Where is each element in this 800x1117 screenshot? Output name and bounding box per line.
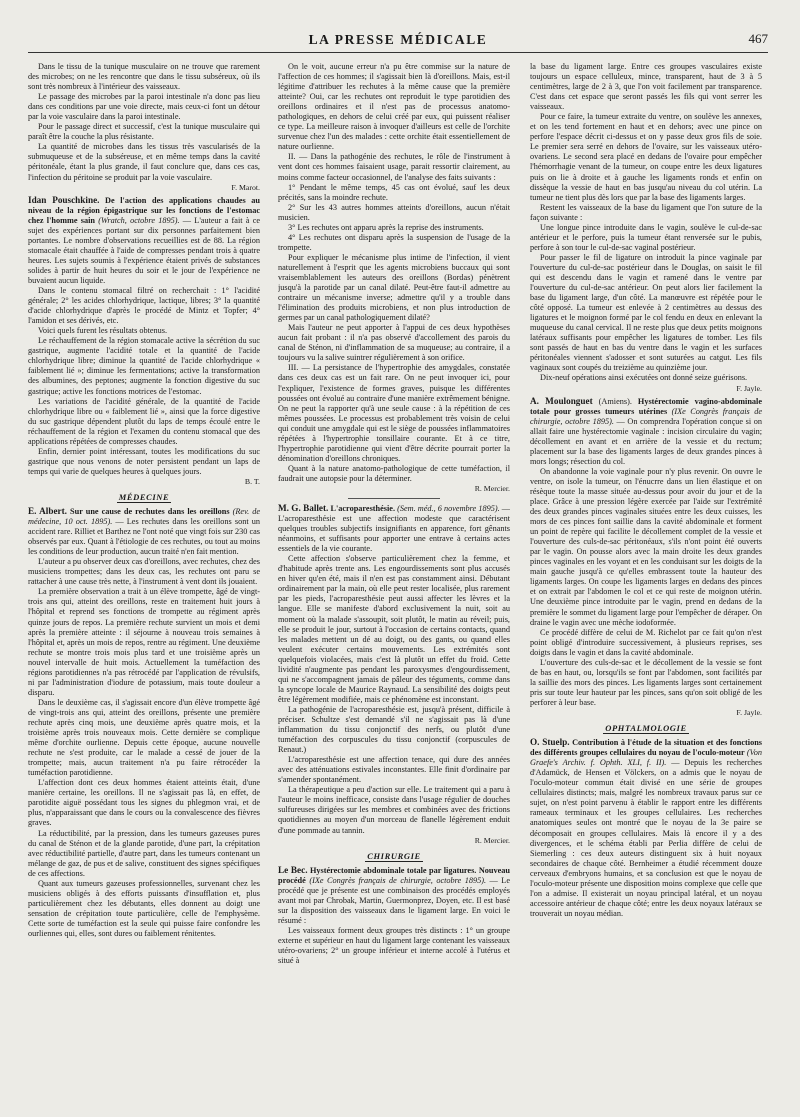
column-right xyxy=(530,62,762,1102)
article-source: (IXe Congrès français de chirurgie, octobre 1895). xyxy=(530,406,762,426)
article-source: (Wratch, octobre 1895). xyxy=(98,215,180,225)
article-title: Contribution à l'étude de la situation et des fonctions des différents groupes cellulaires du noyau de l'oculo-moteur xyxy=(530,738,762,758)
paragraph: 2° Sur les 43 autres hommes atteints d'oreillons, aucun n'était musicien. xyxy=(278,202,510,222)
paragraph: L'affection dont ces deux hommes étaient atteints était, d'une manière certaine, les oreillons. Il ne s'agissait pas là, en effet, de parotidite aiguë possédant tous les signes du phlegmon vrai, et de plus, n'apparaissant que dans le cours ou la convalescence des fièvres graves. xyxy=(28,778,260,828)
paragraph: Dix-neuf opérations ainsi exécutées ont donné seize guérisons. xyxy=(540,373,748,383)
paragraph: Une longue pince introduite dans le vagin, soulève le cul-de-sac antérieur et le perfore, puis la tumeur étant renversée sur le pubis, perfore à son tour le cul-de-sac vaginal postérieur. xyxy=(530,222,762,252)
article-lebec xyxy=(278,865,510,966)
paragraph: Le réchauffement de la région stomacale active la sécrétion du suc gastrique, augmente l'acidité totale et la quantité de l'acide chlorhydrique libre; diminue la quantité de l'acide chlorhydrique « faiblement lié »; diminue les fermentations; active la transformation des albumines, des peptones; augmente la fonction digestive du suc gastrique; active les fonctions motrices de l'estomac. xyxy=(28,336,260,396)
paragraph: Le passage des microbes par la paroi intestinale n'a donc pas lieu dans ces conditions par une voie directe, mais ceux-ci font un détour par la voie vasculaire dans la paroi intestinale. xyxy=(28,92,260,122)
paragraph: III. — La persistance de l'hypertrophie des amygdales, constatée dans ces deux cas est un fait rare. On ne peut invoquer ici, pour l'expliquer, l'existence de formes graves, puisque les différentes poussées ont évolué au contraire d'une manière extrêmement bénigne. On ne peut la rapporter qu'à une seule cause : à la répétition de ces mêmes poussées. Le processus est probablement très voisin de celui qui conduit une amygdale qui est le siège de poussées inflammatoires répétées à l'hypertrophie tonsillaire courante. Et à ce titre, l'hypertrophie parotidienne qui vient d'être décrite pourrait porter la dénomination d'oreillons chroniques. xyxy=(278,363,510,463)
article-title: Hystérectomie vagino-abdominale totale pour grosses tumeurs utérines xyxy=(530,396,762,416)
article-author: O. Stuelp. xyxy=(530,737,570,748)
paragraph: Enfin, dernier point intéressant, toutes les modifications du suc gastrique que nous venons de noter persistent pendant un laps de temps qui varie de quelques heures à quelques jours. xyxy=(28,446,260,476)
article-author: M. G. Ballet. xyxy=(278,503,329,514)
article-heading xyxy=(278,503,510,554)
article-title: Sur une cause de rechutes dans les oreillons xyxy=(70,507,230,517)
article-heading xyxy=(28,195,260,286)
section-heading-chirurgie: CHIRURGIE xyxy=(367,850,421,861)
signature: B. T. xyxy=(244,476,260,486)
paragraph: La première observation a trait à un élève trompette, âgé de vingt-trois ans qui, atteint des oreillons, reste en traitement huit jours à l'hôpital et reprend ses fonctions de trompette au régiment après quinze jours de repos. La première rechute survient un mois et demi après la première atteinte : il séjourne à nouveau trois semaines à l'hôpital et, après un mois de repos, rentre au régiment. Une deuxième rechute se montre trois mois plus tard et une troisième après un nouvel intervalle de huit mois. Actuellement la tuméfaction des régions parotidiennes n'a pas rétrocédé par l'application de révulsifs, ni par l'administration d'iodure de potassium, mais toute douleur a disparu. xyxy=(28,587,260,697)
article-text: — Les rechutes dans les oreillons sont un accident rare. Rilliet et Barthez ne l'ont noté que vingt fois sur 230 cas observés par eux. Quant à l'étiologie de ces rechutes, ou tout au moins les conditions de leur production, aucun traité n'en fait mention. xyxy=(28,517,260,557)
article-text: — Le procédé que je présente est une combinaison des procédés employés avant moi par Chrobak, Martin, Guermonprez, Doyen, etc. Il est basé sur la disposition des vaisseaux dans le ligament large. En voici le résumé : xyxy=(278,875,510,925)
paragraph: Dans le tissu de la tunique musculaire on ne trouve que rarement des microbes; on ne les rencontre que dans le tissu subséreux, où ils sont très nombreux à l'intérieur des vaisseaux. xyxy=(28,62,260,92)
paragraph: La quantité de microbes dans les tissus très vascularisés de la submuqueuse et de la subséreuse, et en même temps dans la cavité péritonéale, étant la plus grande, il faut conclure que, dans ces cas, l'infection du péritoine se produit par la voie vasculaire. xyxy=(28,142,260,182)
paragraph: 4° Les rechutes ont disparu après la suspension de l'usage de la trompette. xyxy=(278,232,510,252)
paragraph: 1° Pendant le même temps, 45 cas ont évolué, sauf les deux précités, sans la moindre rechute. xyxy=(278,182,510,202)
article-title: L'acroparesthésie. xyxy=(330,504,396,514)
paragraph: Pour le passage direct et successif, c'est la tunique musculaire qui paraît être la couche la plus résistante. xyxy=(28,122,260,142)
article-text: — L'acroparesthésie est une affection modeste que caractérisent quelques troubles subjectifs insignifiants en apparence, fort gênants néanmoins, et suffisants pour apporter une entrave à certains actes essentiels de la vie courante. xyxy=(278,504,510,554)
paragraph: la base du ligament large. Entre ces groupes vasculaires existe toujours un espace celluleux, mince, transparent, haut de 3 à 5 centimètres, large de 2 à 3, que l'on voit facilement par transparence. C'est dans cet espace que seront passés les fils qui vont serrer les vaisseaux. xyxy=(530,62,762,112)
article-source: (Von Graefe's Archiv. f. Ophth. XLI, f. II). xyxy=(530,748,762,768)
paragraph: Dans le deuxième cas, il s'agissait encore d'un élève trompette âgé de vingt-trois ans qui, atteint des oreillons, présente une première rechute après cinq mois, une deuxième après quatre mois, et la troisième après trois nouveaux mois. Cette dernière se complique même d'orchite ourlienne. Depuis cette époque, aucune nouvelle rechute ne s'est produite, car le malade a cessé de jouer de la trompette; mais, aucun traitement n'a pu faire rétrocéder la tuméfaction parotidienne. xyxy=(28,697,260,778)
article-source: (Rev. de médecine, 10 oct. 1895). xyxy=(28,507,260,527)
paragraph: Cette affection s'observe particulièrement chez la femme, et d'habitude après trente ans. Les engourdissements sont plus accusés en hiver qu'en été, mais il n'en est pas constamment ainsi. Débutant ordinairement par la main, où elle peut rester localisée, plus rarement par les pieds, l'acroparesthésie peut aussi affecter les lèvres et la langue. Elle se manifeste d'abord exclusivement la nuit, soit au moment où la malade s'assoupit, soit plutôt, le matin au réveil; puis, elle se produit le jour, surtout à l'occasion de certains contacts, quand les malades mettent un dé au doigt, ou des gants, ou quand elles veulent exécuter certains mouvements. Les extrémités sont quelquefois violacées, mais c'est là plutôt un effet du froid. Cette lividité n'augmente pas pendant les paroxysmes d'engourdissement, qui ne s'accompagnent jamais de pâleur des téguments, comme dans la syncope locale de Maurice Raynaud. La sensibilité des doigts peut être légèrement modifiée, mais ce phénomène est inconstant. xyxy=(278,554,510,704)
article-source: (IXe Congrès français de chirurgie, octobre 1895). xyxy=(309,875,487,885)
paragraph: Restent les vaisseaux de la base du ligament que l'on suture de la façon suivante : xyxy=(530,202,762,222)
article-moulonguet xyxy=(530,396,762,719)
article-stuelp xyxy=(530,737,762,919)
article-place: (Amiens). xyxy=(598,396,632,406)
page-number: 467 xyxy=(748,31,768,46)
signature: R. Mercier. xyxy=(474,483,510,493)
paragraph: Les vaisseaux forment deux groupes très distincts : 1° un groupe externe et supérieur en haut du ligament large contenant les vaisseaux utéro-ovariens; 2° un groupe inférieur et interne accolé à l'utérus et situé à xyxy=(278,925,510,966)
article-author: E. Albert. xyxy=(28,506,67,517)
article-heading xyxy=(278,865,510,926)
paragraph: Quant à la nature anatomo-pathologique de cette tuméfaction, il faudrait une autopsie pour la déterminer. xyxy=(278,463,510,483)
paragraph: L'ouverture des culs-de-sac et le décollement de la vessie se font de bas en haut, ou, lorsqu'ils se font par l'abdomen, sont facilités par la saillie des mors des pinces. Les ligaments larges sont certainement pris sur toute leur hauteur par les pinces, sans qu'on soit obligé de les perforer à leur base. xyxy=(530,657,762,707)
signature: R. Mercier. xyxy=(474,835,510,845)
article-heading xyxy=(530,396,762,467)
paragraph: La pathogénie de l'acroparesthésie est, jusqu'à présent, difficile à préciser. Schultze s'est demandé s'il ne s'agissait pas là d'une inflammation du tissu conjonctif des nerfs, ou plutôt d'une tuméfaction des corpuscules du tissu conjonctif (corpuscules de Renaut.) xyxy=(278,704,510,755)
paragraph: Mais l'auteur ne peut apporter à l'appui de ces deux hypothèses aucun fait probant : il n'a pas observé d'accollement des parois du canal de Sténon, ni d'inflammation de sa muqueuse; au contraire, il a toujours vu la salive suintrer régulièrement à son orifice. xyxy=(278,323,510,363)
section-heading-ophtalmologie: OPHTALMOLOGIE xyxy=(605,723,687,734)
paragraph: L'auteur a pu observer deux cas d'oreillons, avec rechutes, chez des musiciens trompettes; dans les deux cas, les rechutes ont paru se rattacher à une cause très nette, à l'instrument à vent dont ils jouaient. xyxy=(28,557,260,587)
section-heading-medecine: MÉDECINE xyxy=(118,491,170,502)
article-heading xyxy=(530,737,762,919)
page-header xyxy=(28,30,768,53)
journal-title: LA PRESSE MÉDICALE xyxy=(308,32,488,47)
article-author: Idan Pouschkine. xyxy=(28,194,100,205)
signature: F. Jayle. xyxy=(736,708,762,717)
signature: F. Jayle. xyxy=(736,383,762,393)
paragraph: Dans le contenu stomacal filtré on recherchait : 1° l'acidité générale; 2° les acides chlorhydrique, lactique, libres; 3° la quantité d'acide chlorhydrique d'après le procédé de Mintz et Topfer; 4° l'amidon et ses dérivés, etc. xyxy=(28,286,260,326)
column-left xyxy=(28,62,260,1102)
paragraph: Quant aux tumeurs gazeuses professionnelles, survenant chez les musiciens obligés à des efforts puissants d'insufflation et, plus particulièrement chez les débutants, elles donnent au doigt une sensation de crépitation toute particulière, celle de l'emphysème. Cette sorte de tuméfaction est la seule qui puisse faire confondre les ourliennes qui, elles, sont dures ou faiblement rénitentes. xyxy=(28,878,260,938)
article-albert xyxy=(28,506,260,939)
paragraph: On le voit, aucune erreur n'a pu être commise sur la nature de l'affection de ces hommes; il s'agissait bien là d'oreillons. Mais, est-il légitime d'attribuer les rechutes à la même cause que la première atteinte? Oui, car les rechutes ont reproduit le type parotidien des oreillons ordinaires et il n'est pas de processus anatomo-pathologiques, en dehors de celui créé par eux, qui puissent réaliser ce type. La meilleure raison à invoquer d'ailleurs est celle de l'orchite survenue chez l'un des malades : cette orchite était essentiellement de nature ourlienne. xyxy=(278,62,510,152)
article-pouschkine xyxy=(28,195,260,487)
paragraph: Pour ce faire, la tumeur extraite du ventre, on soulève les annexes, et on les tend fortement en haut et en dehors; avec une pince on perfore l'espace décrit ci-dessus et on y passe deux gros fils de soie. Le premier sera serré en dehors de l'ovaire, sur les vaisseaux utéro-ovariens. Le second sera placé en dedans de l'ovaire pour empêcher l'hémorrhagie venant de la tumeur, on coupe entre les deux ligatures puis on lie à droite et à gauche les ligaments ronds et enfin on dissèque la vessie de haut en bas jusqu'au niveau du col utérin. La tumeur ne tient plus dès lors que par la base des ligaments larges. xyxy=(530,112,762,202)
paragraph: Voici quels furent les résultats obtenus. xyxy=(38,326,168,336)
paragraph: La thérapeutique a peu d'action sur elle. Le traitement qui a paru à l'auteur le moins inefficace, consiste dans l'usage régulier de douches sulfureuses dirigées sur les membres et combinées avec des frictions quotidiennes au moyen d'un morceau de flanelle légèrement enduit d'une pommade au tannin. xyxy=(278,785,510,835)
article-text: — Depuis les recherches d'Adamück, de Hensen et Völckers, on a admis que le noyau de l'oculo-moteur commun était divisé en une série de groupes cellulaires distincts; mais, malgré les nombreux travaux parus sur ce sujet, on n'est point parvenu à établir le rapport entre les différents rameaux terminaux et les groupes cellulaires. Les recherches anatomiques seules ont montré que le noyau de la 3e paire se décomposait en groupes cellulaires. Mais là encore il y a des divergences, et le schéma établi par Perlia diffère de celui de Siemerling : ces deux auteurs distinguent six à huit noyaux secondaires de chaque côté. Bernheimer a étudié récemment douze cerveaux d'embryons humains, et sa conclusion est que le noyau de l'oculo-moteur présente une disposition moins complexe que celle que l'on a admise. Il existerait un noyau principal latéral, et un noyau accessoire antérieur de chaque côté; entre les deux noyaux latéraux se trouverait un noyau médian. xyxy=(530,758,762,918)
article-title: De l'action des applications chaudes au niveau de la région épigastrique sur les fonctions de l'estomac chez l'homme sain xyxy=(28,195,260,225)
article-source: (Sem. méd., 6 novembre 1895). xyxy=(397,504,500,514)
paragraph: L'acroparesthésie est une affection tenace, qui dure des années avec des atténuations estivales inconstantes. Elle finit d'ordinaire par s'amender spontanément. xyxy=(278,755,510,785)
paragraph: Ce procédé diffère de celui de M. Richelot par ce fait qu'on n'est point obligé d'introduire successivement, à plusieurs reprises, ses doigts dans le vagin et dans la cavité abdominale. xyxy=(530,627,762,657)
paragraph: On abandonne la voie vaginale pour n'y plus revenir. On ouvre le ventre, on isole la tumeur, on l'énucrre dans un lien élastique et on résèque toute la masse située au-dessus pour avoir du jour et de la place. Grâce à une pression légère exercée par l'aide sur l'extrémité des deux grandes pinces vaginales situées entre les deux cuisses, les mors de ces pinces font saillie dans la cavité abdominale et forment un point de repère qui facilite le décollement complet de la vessie et l'ouverture des culs-de-sac péritonéaux, s'ils n'ont point été ouverts par le vagin. On pousse alors avec la main droite les deux grandes pinces vaginales en les voyant et en les conduisant sur les doigts de la main gauche jusqu'à ce qu'elles embrassent toute la hauteur des ligaments larges. On coupe les ligaments larges en dedans des pinces et on extrait par l'abdomen le col et ce qui reste de moignon utérin. Une deuxième pince introduite par le vagin, prend en dedans de la première le sommet du ligament large pour l'empêcher de déraper. On draine le vagin avec une mèche iodoformée. xyxy=(530,466,762,627)
paragraph: La réductibilité, par la pression, dans les tumeurs gazeuses pures du canal de Sténon et de la glande parotide, d'une part, la crépitation avec réductibilité partielle, d'autre part, dans les tumeurs contenant un mélange de gaz, de pus et de salive, constituent des signes spécifiques de ces affections. xyxy=(28,828,260,878)
paragraph: Les variations de l'acidité générale, de la quantité de l'acide chlorhydrique libre ou « faiblement lié », ainsi que la force digestive du suc gastrique dépendent plutôt du laps de temps écoulé entre le réchauffement de la région et l'examen du contenu stomacal que des applications répétées de compresses chaudes. xyxy=(28,396,260,446)
paragraph: Pour expliquer le mécanisme plus intime de l'infection, il vient naturellement à l'esprit que les agents microbiens buccaux qui sont vraisemblablement les auteurs des oreillons (Bordas) pénètrent jusqu'à la parotide par un canal dilaté. Peut-être faut-il admettre au contraire un mécanisme inverse; admettre qu'il y a trouble dans l'élimination des produits microbiens, et non plus introduction de germes par un canal pathologiquement dilaté? xyxy=(278,252,510,323)
signature: F. Marot. xyxy=(231,182,260,192)
article-author: Le Bec. xyxy=(278,864,308,875)
article-text: — L'auteur a fait à ce sujet des expériences portant sur dix personnes parfaitement bien portantes. Le nombre d'observations recueillies est de 88. La région stomacale était chauffée à l'aide de compresses pendant trois à quatre heures. Les sujets soumis à l'expérience étaient privés de substances solides à partir de huit heures du soir et le jour de l'expérience ne buvaient aucun liquide. xyxy=(28,215,260,285)
column-middle xyxy=(278,62,510,1102)
paragraph: 3° Les rechutes ont apparu après la reprise des instruments. xyxy=(288,222,484,232)
article-ballet xyxy=(278,503,510,846)
paragraph: II. — Dans la pathogénie des rechutes, le rôle de l'instrument à vent dont ces hommes faisaient usage, parait ressortir clairement, au moins comme facteur occasionnel, de l'analyse des faits suivants : xyxy=(278,152,510,182)
article-heading xyxy=(28,506,260,557)
article-title: Hystérectomie abdominale totale par ligatures. Nouveau procédé xyxy=(278,865,510,885)
divider xyxy=(348,498,441,499)
article-author: A. Moulonguet xyxy=(530,395,593,406)
paragraph: Pour passer le fil de ligature on introduit la pince vaginale par l'ouverture du cul-de-sac postérieur dans le Douglas, on saisit le fil qui est descendu dans le vagin et ramené dans le ventre par l'ouverture du cul-de-sac antérieur. On peut alors lier facilement la base du ligament large, d'un côté. La manœuvre est répétée pour le côté opposé. La tumeur est enlevée à 2 centimètres au dessus des ligatures et le moignon formé par le col fendu en deux en enlevant la muqueuse du canal cervical. Il ne reste plus que deux petits moignons latéraux suffisants pour empêcher les ligatures de tomber. Les fils sont passés de haut en bas du ventre dans le vagin et les surfaces péritonéales viennent s'adosser et sont suturées au catgut. Les fils vaginaux sont coupés du treizième au quinzième jour. xyxy=(530,252,762,373)
article-text: — On comprendra l'opération conçue si on allait faire une hystérectomie vaginale : incision circulaire du vagin; décollement en avant et en arrière de la vessie et du rectum; placement sur la base des ligaments larges de deux grandes pinces à mors longs; résection du col. xyxy=(530,416,762,466)
